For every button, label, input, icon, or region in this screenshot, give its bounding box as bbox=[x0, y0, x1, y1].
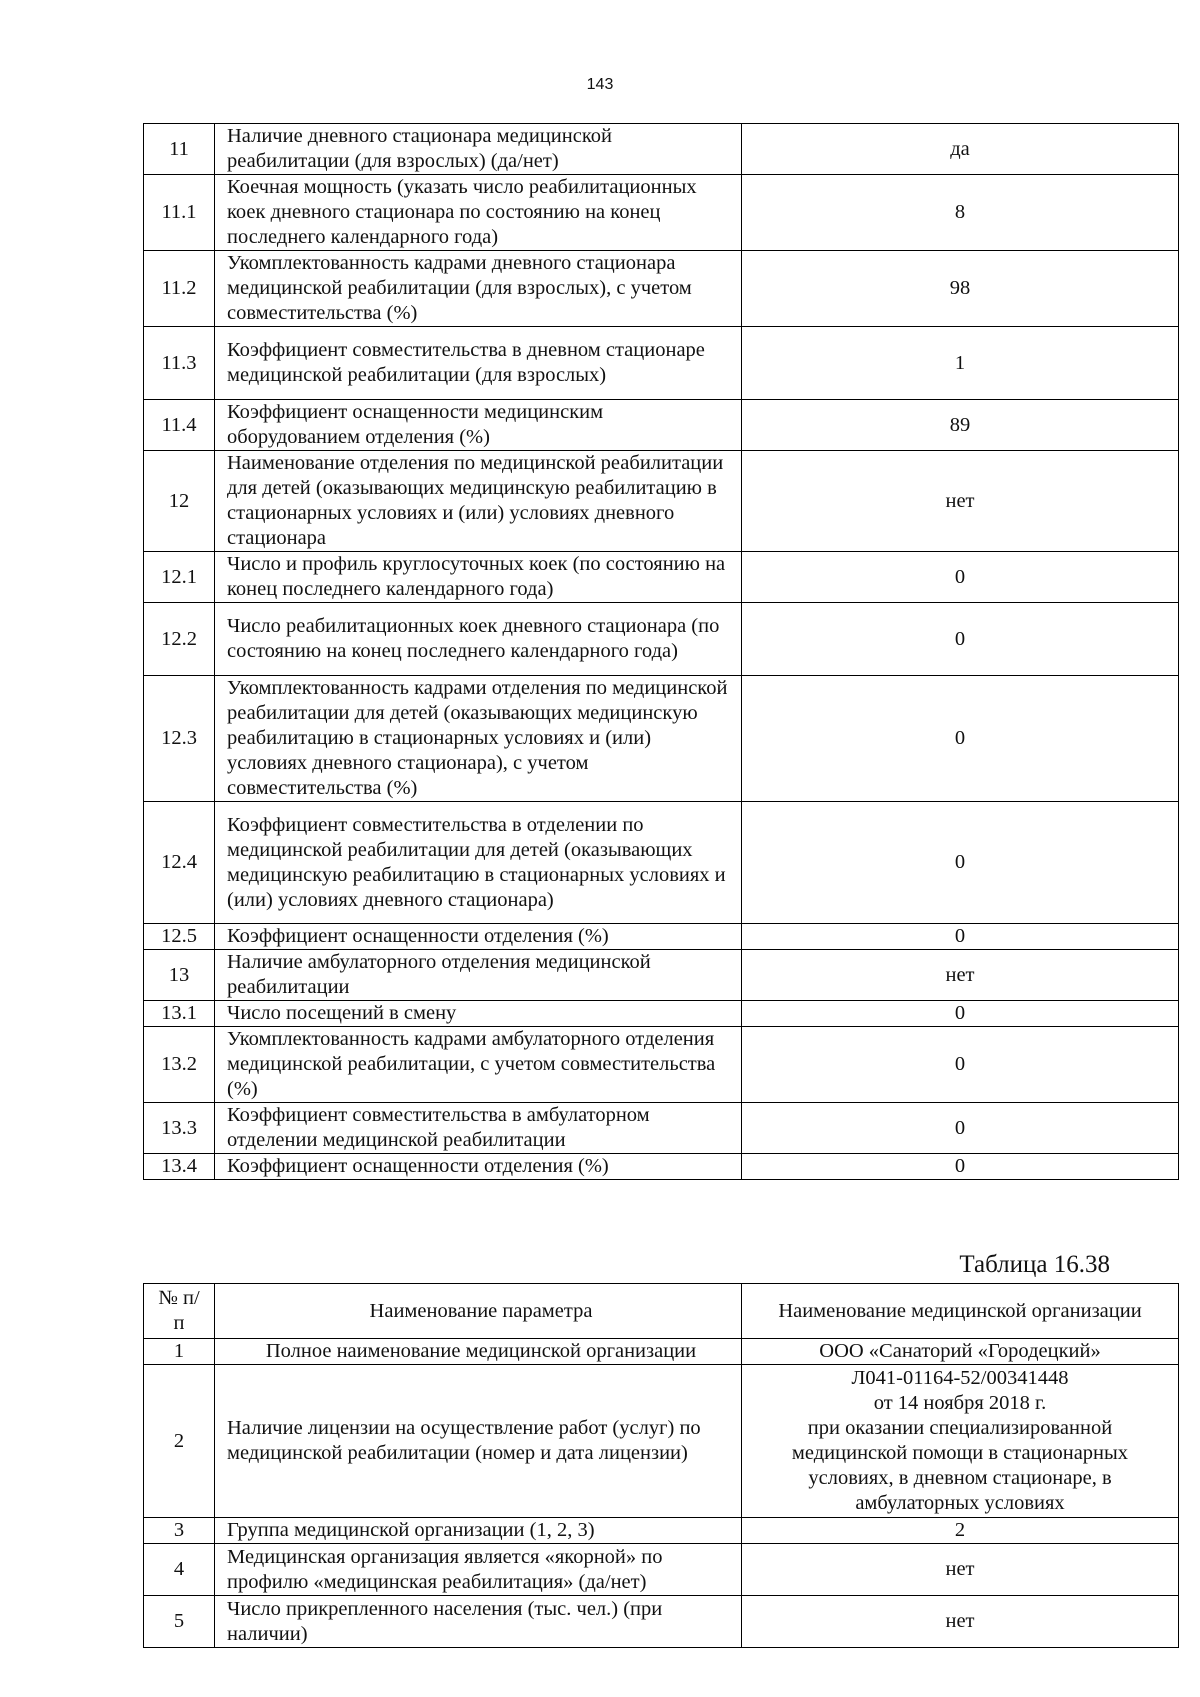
table-row bbox=[144, 327, 1179, 400]
page-number: 143 bbox=[586, 76, 614, 93]
parameter-name: Наличие лицензии на осуществление работ (услуг) по медицинской реабилитации (номер и дата лицензии) bbox=[215, 1365, 742, 1518]
parameter-name: Укомплектованность кадрами отделения по медицинской реабилитации для детей (оказывающих медицинскую реабилитацию в стационарных условиях и (или) условиях дневного стационара), с учетом совместительства (%) bbox=[215, 676, 742, 802]
parameter-name: Коечная мощность (указать число реабилитационных коек дневного стационара по состоянию на конец последнего календарного года) bbox=[215, 175, 742, 251]
parameter-value: ООО «Санаторий «Городецкий» bbox=[742, 1339, 1179, 1365]
parameter-value: да bbox=[742, 124, 1179, 175]
parameter-value: 98 bbox=[742, 251, 1179, 327]
parameter-name: Полное наименование медицинской организации bbox=[215, 1339, 742, 1365]
parameter-value: нет bbox=[742, 1596, 1179, 1648]
parameter-value: 0 bbox=[742, 552, 1179, 603]
row-number: 2 bbox=[144, 1365, 215, 1518]
parameter-name: Наименование отделения по медицинской реабилитации для детей (оказывающих медицинскую реабилитацию в стационарных условиях и (или) условиях дневного стационара bbox=[215, 451, 742, 552]
row-number: 11.1 bbox=[144, 175, 215, 251]
row-number: 3 bbox=[144, 1518, 215, 1544]
parameter-name: Медицинская организация является «якорной» по профилю «медицинская реабилитация» (да/нет) bbox=[215, 1544, 742, 1596]
table-row bbox=[144, 552, 1179, 603]
parameter-name: Укомплектованность кадрами амбулаторного отделения медицинской реабилитации, с учетом совместительства (%) bbox=[215, 1027, 742, 1103]
parameter-value: 0 bbox=[742, 924, 1179, 950]
license-line: Л041-01164-52/00341448 bbox=[851, 1367, 1069, 1389]
row-number: 13.2 bbox=[144, 1027, 215, 1103]
license-line: от 14 ноября 2018 г. bbox=[873, 1392, 1047, 1414]
table-row bbox=[144, 1365, 1179, 1518]
row-number: 5 bbox=[144, 1596, 215, 1648]
license-line: медицинской помощи в стационарных bbox=[791, 1442, 1129, 1464]
table-row bbox=[144, 1339, 1179, 1365]
row-number: 13.1 bbox=[144, 1001, 215, 1027]
table-row bbox=[144, 1001, 1179, 1027]
parameter-value: 0 bbox=[742, 1154, 1179, 1180]
license-line: амбулаторных условиях bbox=[855, 1492, 1065, 1514]
header-organization: Наименование медицинской организации bbox=[742, 1284, 1179, 1339]
row-number: 4 bbox=[144, 1544, 215, 1596]
parameter-name: Коэффициент совместительства в отделении по медицинской реабилитации для детей (оказывающих медицинскую реабилитацию в стационарных условиях и (или) условиях дневного стационара) bbox=[215, 802, 742, 924]
table-row bbox=[144, 950, 1179, 1001]
table-header-row bbox=[144, 1284, 1179, 1339]
table-row bbox=[144, 451, 1179, 552]
table-row bbox=[144, 1027, 1179, 1103]
table-row bbox=[144, 1544, 1179, 1596]
row-number: 12.5 bbox=[144, 924, 215, 950]
parameter-value: 0 bbox=[742, 1001, 1179, 1027]
parameter-value: нет bbox=[742, 950, 1179, 1001]
row-number: 11 bbox=[144, 124, 215, 175]
row-number: 12.1 bbox=[144, 552, 215, 603]
table-row bbox=[144, 1596, 1179, 1648]
table-row bbox=[144, 1154, 1179, 1180]
parameter-value: 0 bbox=[742, 676, 1179, 802]
parameter-value: 0 bbox=[742, 802, 1179, 924]
parameter-name: Укомплектованность кадрами дневного стационара медицинской реабилитации (для взрослых), с учетом совместительства (%) bbox=[215, 251, 742, 327]
row-number: 11.4 bbox=[144, 400, 215, 451]
license-line: условиях, в дневном стационаре, в bbox=[808, 1467, 1112, 1489]
header-number: № п/п bbox=[144, 1284, 215, 1339]
parameter-name: Коэффициент оснащенности отделения (%) bbox=[215, 1154, 742, 1180]
row-number: 1 bbox=[144, 1339, 215, 1365]
parameter-name: Коэффициент совместительства в дневном стационаре медицинской реабилитации (для взрослых) bbox=[215, 327, 742, 400]
parameter-name: Наличие амбулаторного отделения медицинской реабилитации bbox=[215, 950, 742, 1001]
table-organization-info bbox=[143, 1283, 1179, 1648]
row-number: 13 bbox=[144, 950, 215, 1001]
license-details bbox=[742, 1365, 1179, 1518]
table-caption: Таблица 16.38 bbox=[959, 1251, 1110, 1278]
table-row bbox=[144, 603, 1179, 676]
parameter-value: 0 bbox=[742, 1103, 1179, 1154]
row-number: 12.4 bbox=[144, 802, 215, 924]
parameter-name: Число реабилитационных коек дневного стационара (по состоянию на конец последнего календарного года) bbox=[215, 603, 742, 676]
row-number: 13.3 bbox=[144, 1103, 215, 1154]
table-row bbox=[144, 400, 1179, 451]
row-number: 12.2 bbox=[144, 603, 215, 676]
parameter-name: Коэффициент оснащенности отделения (%) bbox=[215, 924, 742, 950]
row-number: 12 bbox=[144, 451, 215, 552]
table-row bbox=[144, 802, 1179, 924]
parameter-name: Число прикрепленного населения (тыс. чел.) (при наличии) bbox=[215, 1596, 742, 1648]
parameter-name: Число посещений в смену bbox=[215, 1001, 742, 1027]
parameter-value: 89 bbox=[742, 400, 1179, 451]
table-row bbox=[144, 124, 1179, 175]
table-rehabilitation-parameters bbox=[143, 123, 1179, 1180]
parameter-value: 0 bbox=[742, 603, 1179, 676]
parameter-value: 8 bbox=[742, 175, 1179, 251]
parameter-name: Коэффициент совместительства в амбулаторном отделении медицинской реабилитации bbox=[215, 1103, 742, 1154]
header-parameter: Наименование параметра bbox=[215, 1284, 742, 1339]
row-number: 13.4 bbox=[144, 1154, 215, 1180]
table-row bbox=[144, 924, 1179, 950]
parameter-name: Наличие дневного стационара медицинской реабилитации (для взрослых) (да/нет) bbox=[215, 124, 742, 175]
row-number: 11.2 bbox=[144, 251, 215, 327]
table-row bbox=[144, 175, 1179, 251]
parameter-value: нет bbox=[742, 1544, 1179, 1596]
parameter-name: Группа медицинской организации (1, 2, 3) bbox=[215, 1518, 742, 1544]
parameter-value: 1 bbox=[742, 327, 1179, 400]
table-row bbox=[144, 1518, 1179, 1544]
table-row bbox=[144, 251, 1179, 327]
table-row bbox=[144, 1103, 1179, 1154]
row-number: 11.3 bbox=[144, 327, 215, 400]
license-line: при оказании специализированной bbox=[807, 1417, 1113, 1439]
parameter-value: 2 bbox=[742, 1518, 1179, 1544]
row-number: 12.3 bbox=[144, 676, 215, 802]
parameter-name: Коэффициент оснащенности медицинским оборудованием отделения (%) bbox=[215, 400, 742, 451]
parameter-name: Число и профиль круглосуточных коек (по состоянию на конец последнего календарного года) bbox=[215, 552, 742, 603]
parameter-value: 0 bbox=[742, 1027, 1179, 1103]
table-row bbox=[144, 676, 1179, 802]
parameter-value: нет bbox=[742, 451, 1179, 552]
